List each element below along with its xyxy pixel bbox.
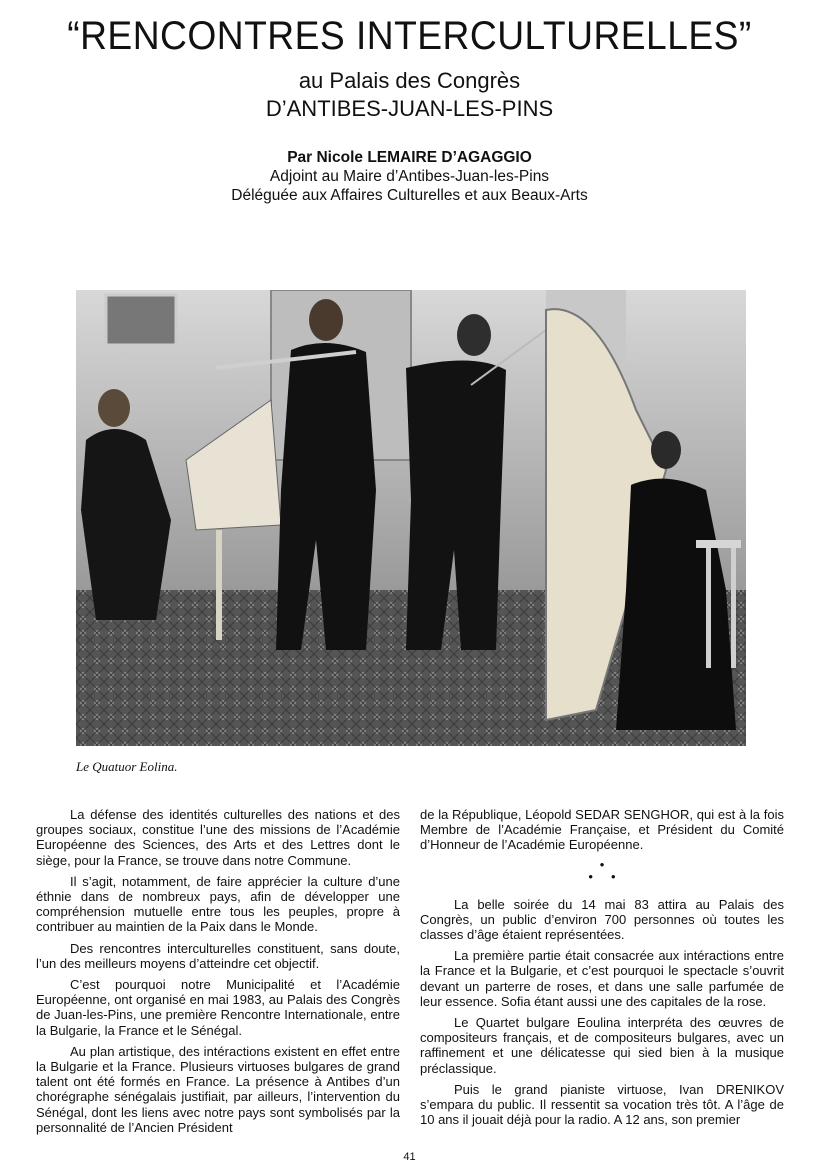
paragraph: C’est pourquoi notre Municipalité et l’Académie Européenne, ont organisé en mai 1983, au Palais des Congrès de Juan-les-Pins, une première Rencontre Internationale, entre la Bulgarie, la France et le Sénégal. xyxy=(36,977,400,1038)
paragraph: Il s’agit, notamment, de faire apprécier la culture d’une éthnie dans de nombreux pays, afin de développer une compréhension mutuelle entre tous les peuples, propre à contribuer au maintien de la Paix dans le Monde. xyxy=(36,873,400,935)
paragraph: La première partie était consacrée aux intéractions entre la France et la Bulgarie, et c’est pourquoi le spectacle s’ouvrit devant un parterre de roses, et dans une salle parfumée de leur essence. Sofia étant aussi une des capitales de la rose. xyxy=(420,948,784,1009)
article-subtitle-venue: au Palais des Congrès xyxy=(298,68,521,93)
byline-author-name: LEMAIRE D’AGAGGIO xyxy=(367,149,532,166)
paragraph-continued: de la République, Léopold SEDAR SENGHOR, qui est à la fois Membre de l’Académie Française, et Président du Comité d’Honneur de l’Académie Européenne. xyxy=(420,807,784,853)
paragraph: Puis le grand pianiste virtuose, Ivan DRENIKOV s’empara du public. Il ressentit sa vocation très tôt. A l’âge de 10 ans il jouait déjà pour la radio. A 12 ans, son premier xyxy=(420,1081,784,1128)
paragraph: Le Quartet bulgare Eoulina interpréta des œuvres de compositeurs français, et de compositeurs bulgares, avec un raffinement et une délicatesse qui sied bien à la musique préclassique. xyxy=(420,1015,784,1076)
article-subtitle-city: D’ANTIBES-JUAN-LES-PINS xyxy=(265,96,554,121)
byline-role-1: Adjoint au Maire d’Antibes-Juan-les-Pins xyxy=(269,168,550,185)
article-column-right xyxy=(420,807,784,1133)
paragraph: La belle soirée du 14 mai 83 attira au Palais des Congrès, un public d’environ 700 personnes où toutes les classes d’âge étaient représentées. xyxy=(420,896,784,943)
article-title: “RENCONTRES INTERCULTURELLES” xyxy=(67,14,752,58)
byline-author xyxy=(0,148,819,167)
byline-role-2: Déléguée aux Affaires Culturelles et aux Beaux-Arts xyxy=(231,187,588,204)
photo-caption: Le Quatuor Eolina. xyxy=(76,759,178,774)
article-column-left xyxy=(36,807,400,1141)
quartet-photo-illustration xyxy=(76,290,746,746)
paragraph: Au plan artistique, des intéractions existent en effet entre la Bulgarie et la France. Plusieurs virtuoses bulgares de grand talent ont été formés en France. La présence à Antibes d’un chorégraphe sénégalais justifiait, par ailleurs, l’intervention du Sénégal, dont les liens avec notre pays sont symbolisés par la personnalité de l’Ancien Président xyxy=(36,1043,400,1135)
quartet-photograph xyxy=(76,290,746,746)
byline-prefix: Par Nicole xyxy=(287,149,368,166)
separator-dots-bottom: • • xyxy=(588,868,616,884)
separator-dot-top: • xyxy=(599,856,605,872)
paragraph: La défense des identités culturelles des nations et des groupes sociaux, constitue l’une des missions de l’Académie Européenne des Sciences, des Arts et des Lettres dont le siège, pour la France, se trouve dans notre Commune. xyxy=(36,807,400,868)
byline xyxy=(0,148,819,205)
section-separator xyxy=(420,856,784,884)
paragraph: Des rencontres interculturelles constituent, sans doute, l’un des meilleurs moyens d’atteindre cet objectif. xyxy=(36,940,400,971)
page-number: 41 xyxy=(403,1151,416,1163)
